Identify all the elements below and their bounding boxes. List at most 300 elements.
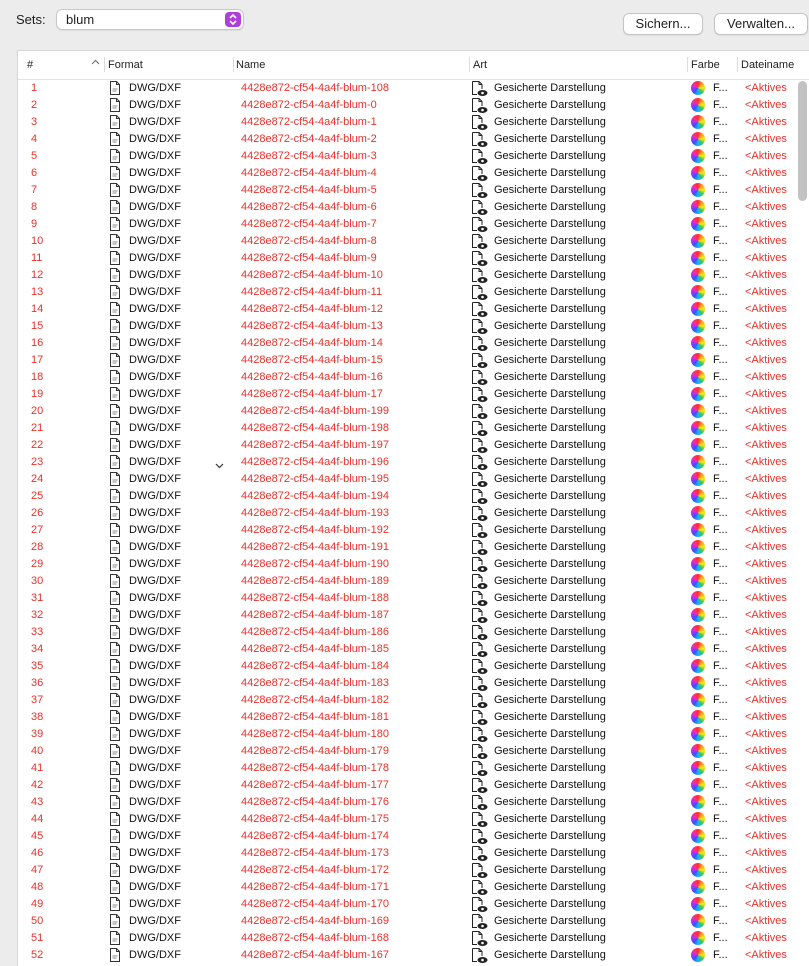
row-color-text: F... — [713, 371, 728, 383]
column-header-datei[interactable]: Dateiname — [741, 59, 795, 71]
column-header-num[interactable]: # — [27, 59, 34, 71]
row-color-text: F... — [713, 660, 728, 672]
color-wheel-icon[interactable] — [691, 863, 705, 877]
row-color-text: F... — [713, 524, 728, 536]
row-color-text: F... — [713, 881, 728, 893]
row-color-text: F... — [713, 609, 728, 621]
table-row[interactable] — [18, 369, 809, 386]
table-row[interactable] — [18, 777, 809, 794]
row-format: DWG/DXF — [129, 150, 181, 162]
table-row[interactable] — [18, 845, 809, 862]
color-wheel-icon[interactable] — [691, 438, 705, 452]
row-art: Gesicherte Darstellung — [494, 626, 606, 638]
column-divider[interactable] — [687, 57, 688, 72]
row-name: 4428e872-cf54-4a4f-blum-16 — [241, 371, 383, 383]
row-format: DWG/DXF — [129, 932, 181, 944]
table-row[interactable] — [18, 539, 809, 556]
color-wheel-icon[interactable] — [691, 387, 705, 401]
row-color-text: F... — [713, 558, 728, 570]
row-number: 25 — [31, 490, 44, 502]
sets-select[interactable] — [56, 9, 244, 30]
row-art: Gesicherte Darstellung — [494, 524, 606, 536]
row-filename: <Aktives — [745, 694, 787, 706]
row-art: Gesicherte Darstellung — [494, 677, 606, 689]
table-row[interactable] — [18, 709, 809, 726]
row-filename: <Aktives — [745, 881, 787, 893]
row-art: Gesicherte Darstellung — [494, 388, 606, 400]
table-row[interactable] — [18, 233, 809, 250]
color-wheel-icon[interactable] — [691, 608, 705, 622]
color-wheel-icon[interactable] — [691, 183, 705, 197]
table-row[interactable] — [18, 556, 809, 573]
color-wheel-icon[interactable] — [691, 149, 705, 163]
table-row[interactable] — [18, 896, 809, 913]
color-wheel-icon[interactable] — [691, 523, 705, 537]
save-button[interactable]: Sichern... — [623, 13, 703, 35]
table-row[interactable] — [18, 624, 809, 641]
color-wheel-icon[interactable] — [691, 557, 705, 571]
row-art: Gesicherte Darstellung — [494, 745, 606, 757]
table-row[interactable] — [18, 250, 809, 267]
row-filename: <Aktives — [745, 592, 787, 604]
table-row[interactable] — [18, 114, 809, 131]
table-row[interactable] — [18, 97, 809, 114]
row-number: 2 — [31, 99, 38, 111]
table-row[interactable] — [18, 590, 809, 607]
row-number: 29 — [31, 558, 44, 570]
row-art: Gesicherte Darstellung — [494, 354, 606, 366]
color-wheel-icon[interactable] — [691, 727, 705, 741]
row-filename: <Aktives — [745, 677, 787, 689]
row-number: 5 — [31, 150, 38, 162]
table-row[interactable] — [18, 794, 809, 811]
color-wheel-icon[interactable] — [691, 914, 705, 928]
row-color-text: F... — [713, 405, 728, 417]
table-row[interactable] — [18, 335, 809, 352]
row-name: 4428e872-cf54-4a4f-blum-172 — [241, 864, 389, 876]
items-table — [17, 50, 809, 966]
table-row[interactable] — [18, 641, 809, 658]
row-format: DWG/DXF — [129, 643, 181, 655]
row-filename: <Aktives — [745, 558, 787, 570]
row-number: 7 — [31, 184, 38, 196]
table-row[interactable] — [18, 216, 809, 233]
column-header-format[interactable]: Format — [108, 59, 143, 71]
row-filename: <Aktives — [745, 456, 787, 468]
color-wheel-icon[interactable] — [691, 812, 705, 826]
table-row[interactable] — [18, 743, 809, 760]
table-row[interactable] — [18, 692, 809, 709]
row-name: 4428e872-cf54-4a4f-blum-196 — [241, 456, 389, 468]
row-art: Gesicherte Darstellung — [494, 728, 606, 740]
row-number: 12 — [31, 269, 44, 281]
row-filename: <Aktives — [745, 269, 787, 281]
row-format: DWG/DXF — [129, 762, 181, 774]
row-filename: <Aktives — [745, 796, 787, 808]
row-number: 36 — [31, 677, 44, 689]
row-number: 48 — [31, 881, 44, 893]
color-wheel-icon[interactable] — [691, 795, 705, 809]
row-format: DWG/DXF — [129, 235, 181, 247]
color-wheel-icon[interactable] — [691, 846, 705, 860]
table-row[interactable] — [18, 267, 809, 284]
table-row[interactable] — [18, 420, 809, 437]
row-art: Gesicherte Darstellung — [494, 337, 606, 349]
row-format: DWG/DXF — [129, 252, 181, 264]
row-name: 4428e872-cf54-4a4f-blum-193 — [241, 507, 389, 519]
row-art: Gesicherte Darstellung — [494, 779, 606, 791]
table-row[interactable] — [18, 471, 809, 488]
table-row[interactable] — [18, 148, 809, 165]
color-wheel-icon[interactable] — [691, 319, 705, 333]
column-divider[interactable] — [469, 57, 470, 72]
row-color-text: F... — [713, 541, 728, 553]
row-number: 32 — [31, 609, 44, 621]
row-filename: <Aktives — [745, 405, 787, 417]
column-divider[interactable] — [737, 57, 738, 72]
column-header-farbe[interactable]: Farbe — [691, 59, 720, 71]
color-wheel-icon[interactable] — [691, 778, 705, 792]
row-name: 4428e872-cf54-4a4f-blum-1 — [241, 116, 377, 128]
row-format: DWG/DXF — [129, 269, 181, 281]
row-art: Gesicherte Darstellung — [494, 898, 606, 910]
row-number: 11 — [31, 252, 43, 264]
color-wheel-icon[interactable] — [691, 710, 705, 724]
table-row[interactable] — [18, 488, 809, 505]
color-wheel-icon[interactable] — [691, 931, 705, 945]
color-wheel-icon[interactable] — [691, 115, 705, 129]
row-format: DWG/DXF — [129, 490, 181, 502]
row-filename: <Aktives — [745, 201, 787, 213]
row-number: 47 — [31, 864, 44, 876]
table-row[interactable] — [18, 828, 809, 845]
row-filename: <Aktives — [745, 660, 787, 672]
table-row[interactable] — [18, 811, 809, 828]
row-color-text: F... — [713, 337, 728, 349]
row-format: DWG/DXF — [129, 830, 181, 842]
row-art: Gesicherte Darstellung — [494, 456, 606, 468]
table-row[interactable] — [18, 573, 809, 590]
row-number: 18 — [31, 371, 44, 383]
row-number: 3 — [31, 116, 38, 128]
row-filename: <Aktives — [745, 762, 787, 774]
manage-button[interactable]: Verwalten... — [714, 13, 808, 35]
table-row[interactable] — [18, 454, 809, 471]
color-wheel-icon[interactable] — [691, 98, 705, 112]
row-color-text: F... — [713, 150, 728, 162]
row-number: 44 — [31, 813, 44, 825]
row-format: DWG/DXF — [129, 592, 181, 604]
row-format: DWG/DXF — [129, 439, 181, 451]
color-wheel-icon[interactable] — [691, 132, 705, 146]
row-name: 4428e872-cf54-4a4f-blum-180 — [241, 728, 389, 740]
row-art: Gesicherte Darstellung — [494, 847, 606, 859]
color-wheel-icon[interactable] — [691, 81, 705, 95]
row-number: 38 — [31, 711, 44, 723]
row-color-text: F... — [713, 490, 728, 502]
row-art: Gesicherte Darstellung — [494, 473, 606, 485]
row-format: DWG/DXF — [129, 388, 181, 400]
row-format: DWG/DXF — [129, 371, 181, 383]
row-name: 4428e872-cf54-4a4f-blum-14 — [241, 337, 383, 349]
row-color-text: F... — [713, 575, 728, 587]
column-header-art[interactable]: Art — [473, 59, 488, 71]
sets-label: Sets: — [16, 12, 46, 27]
row-art: Gesicherte Darstellung — [494, 932, 606, 944]
row-number: 34 — [31, 643, 44, 655]
row-color-text: F... — [713, 813, 728, 825]
row-filename: <Aktives — [745, 524, 787, 536]
row-art: Gesicherte Darstellung — [494, 116, 606, 128]
color-wheel-icon[interactable] — [691, 200, 705, 214]
row-art: Gesicherte Darstellung — [494, 99, 606, 111]
color-wheel-icon[interactable] — [691, 489, 705, 503]
row-filename: <Aktives — [745, 728, 787, 740]
row-name: 4428e872-cf54-4a4f-blum-177 — [241, 779, 389, 791]
table-row[interactable] — [18, 760, 809, 777]
table-row[interactable] — [18, 522, 809, 539]
color-wheel-icon[interactable] — [691, 574, 705, 588]
row-art: Gesicherte Darstellung — [494, 660, 606, 672]
row-name: 4428e872-cf54-4a4f-blum-0 — [241, 99, 377, 111]
color-wheel-icon[interactable] — [691, 880, 705, 894]
row-filename: <Aktives — [745, 830, 787, 842]
row-filename: <Aktives — [745, 779, 787, 791]
row-color-text: F... — [713, 252, 728, 264]
table-row[interactable] — [18, 930, 809, 947]
row-art: Gesicherte Darstellung — [494, 694, 606, 706]
color-wheel-icon[interactable] — [691, 404, 705, 418]
color-wheel-icon[interactable] — [691, 285, 705, 299]
document-icon — [109, 947, 121, 966]
row-name: 4428e872-cf54-4a4f-blum-170 — [241, 898, 389, 910]
row-art: Gesicherte Darstellung — [494, 490, 606, 502]
row-name: 4428e872-cf54-4a4f-blum-197 — [241, 439, 389, 451]
row-filename: <Aktives — [745, 99, 787, 111]
row-number: 40 — [31, 745, 44, 757]
color-wheel-icon[interactable] — [691, 506, 705, 520]
row-number: 4 — [31, 133, 38, 145]
row-filename: <Aktives — [745, 235, 787, 247]
row-format: DWG/DXF — [129, 660, 181, 672]
color-wheel-icon[interactable] — [691, 591, 705, 605]
row-filename: <Aktives — [745, 915, 787, 927]
table-row[interactable] — [18, 318, 809, 335]
row-format: DWG/DXF — [129, 541, 181, 553]
color-wheel-icon[interactable] — [691, 744, 705, 758]
row-format: DWG/DXF — [129, 575, 181, 587]
row-format: DWG/DXF — [129, 218, 181, 230]
row-format: DWG/DXF — [129, 405, 181, 417]
row-number: 14 — [31, 303, 44, 315]
table-row[interactable] — [18, 284, 809, 301]
table-row[interactable] — [18, 726, 809, 743]
table-row[interactable] — [18, 913, 809, 930]
row-format: DWG/DXF — [129, 881, 181, 893]
row-number: 15 — [31, 320, 44, 332]
row-format: DWG/DXF — [129, 422, 181, 434]
row-number: 37 — [31, 694, 44, 706]
row-format: DWG/DXF — [129, 694, 181, 706]
color-wheel-icon[interactable] — [691, 897, 705, 911]
table-row[interactable] — [18, 131, 809, 148]
row-color-text: F... — [713, 133, 728, 145]
row-number: 9 — [31, 218, 38, 230]
color-wheel-icon[interactable] — [691, 336, 705, 350]
row-format: DWG/DXF — [129, 728, 181, 740]
color-wheel-icon[interactable] — [691, 234, 705, 248]
row-art: Gesicherte Darstellung — [494, 82, 606, 94]
color-wheel-icon[interactable] — [691, 761, 705, 775]
row-filename: <Aktives — [745, 184, 787, 196]
row-name: 4428e872-cf54-4a4f-blum-9 — [241, 252, 377, 264]
row-color-text: F... — [713, 915, 728, 927]
table-row[interactable] — [18, 947, 809, 964]
row-color-text: F... — [713, 932, 728, 944]
row-name: 4428e872-cf54-4a4f-blum-191 — [241, 541, 389, 553]
row-art: Gesicherte Darstellung — [494, 422, 606, 434]
row-name: 4428e872-cf54-4a4f-blum-173 — [241, 847, 389, 859]
row-name: 4428e872-cf54-4a4f-blum-189 — [241, 575, 389, 587]
row-color-text: F... — [713, 354, 728, 366]
row-name: 4428e872-cf54-4a4f-blum-194 — [241, 490, 389, 502]
row-color-text: F... — [713, 762, 728, 774]
row-number: 51 — [31, 932, 44, 944]
row-number: 8 — [31, 201, 38, 213]
chevron-up-icon[interactable] — [91, 58, 100, 70]
color-wheel-icon[interactable] — [691, 302, 705, 316]
color-wheel-icon[interactable] — [691, 625, 705, 639]
row-filename: <Aktives — [745, 898, 787, 910]
row-color-text: F... — [713, 99, 728, 111]
row-art: Gesicherte Darstellung — [494, 303, 606, 315]
row-color-text: F... — [713, 235, 728, 247]
row-number: 43 — [31, 796, 44, 808]
row-art: Gesicherte Darstellung — [494, 371, 606, 383]
row-color-text: F... — [713, 830, 728, 842]
color-wheel-icon[interactable] — [691, 642, 705, 656]
row-name: 4428e872-cf54-4a4f-blum-184 — [241, 660, 389, 672]
row-name: 4428e872-cf54-4a4f-blum-186 — [241, 626, 389, 638]
color-wheel-icon[interactable] — [691, 353, 705, 367]
row-color-text: F... — [713, 898, 728, 910]
color-wheel-icon[interactable] — [691, 217, 705, 231]
color-wheel-icon[interactable] — [691, 251, 705, 265]
row-number: 39 — [31, 728, 44, 740]
color-wheel-icon[interactable] — [691, 829, 705, 843]
color-wheel-icon[interactable] — [691, 370, 705, 384]
table-row[interactable] — [18, 505, 809, 522]
row-number: 17 — [31, 354, 44, 366]
color-wheel-icon[interactable] — [691, 676, 705, 690]
row-format: DWG/DXF — [129, 303, 181, 315]
row-format: DWG/DXF — [129, 558, 181, 570]
table-row[interactable] — [18, 607, 809, 624]
color-wheel-icon[interactable] — [691, 268, 705, 282]
row-number: 1 — [31, 82, 38, 94]
color-wheel-icon[interactable] — [691, 948, 705, 962]
table-row[interactable] — [18, 879, 809, 896]
row-filename: <Aktives — [745, 116, 787, 128]
row-number: 41 — [31, 762, 44, 774]
column-divider[interactable] — [104, 57, 105, 72]
row-art: Gesicherte Darstellung — [494, 558, 606, 570]
table-row[interactable] — [18, 862, 809, 879]
row-name: 4428e872-cf54-4a4f-blum-181 — [241, 711, 389, 723]
color-wheel-icon[interactable] — [691, 540, 705, 554]
row-filename: <Aktives — [745, 320, 787, 332]
table-row[interactable] — [18, 437, 809, 454]
row-name: 4428e872-cf54-4a4f-blum-195 — [241, 473, 389, 485]
row-art: Gesicherte Darstellung — [494, 269, 606, 281]
row-number: 20 — [31, 405, 44, 417]
row-art: Gesicherte Darstellung — [494, 711, 606, 723]
row-format: DWG/DXF — [129, 507, 181, 519]
row-format: DWG/DXF — [129, 609, 181, 621]
row-filename: <Aktives — [745, 490, 787, 502]
row-format: DWG/DXF — [129, 524, 181, 536]
column-header-name[interactable]: Name — [236, 59, 266, 71]
row-name: 4428e872-cf54-4a4f-blum-168 — [241, 932, 389, 944]
row-art: Gesicherte Darstellung — [494, 881, 606, 893]
table-row[interactable] — [18, 165, 809, 182]
color-wheel-icon[interactable] — [691, 455, 705, 469]
table-row[interactable] — [18, 352, 809, 369]
color-wheel-icon[interactable] — [691, 472, 705, 486]
row-color-text: F... — [713, 116, 728, 128]
row-name: 4428e872-cf54-4a4f-blum-108 — [241, 82, 389, 94]
table-row[interactable] — [18, 658, 809, 675]
row-format: DWG/DXF — [129, 626, 181, 638]
row-name: 4428e872-cf54-4a4f-blum-5 — [241, 184, 377, 196]
row-number: 31 — [31, 592, 44, 604]
color-wheel-icon[interactable] — [691, 421, 705, 435]
row-color-text: F... — [713, 507, 728, 519]
color-wheel-icon[interactable] — [691, 166, 705, 180]
row-art: Gesicherte Darstellung — [494, 762, 606, 774]
row-filename: <Aktives — [745, 932, 787, 944]
table-row[interactable] — [18, 675, 809, 692]
row-number: 16 — [31, 337, 44, 349]
column-divider[interactable] — [233, 57, 234, 72]
row-filename: <Aktives — [745, 575, 787, 587]
row-number: 52 — [31, 949, 44, 961]
color-wheel-icon[interactable] — [691, 693, 705, 707]
table-row[interactable] — [18, 386, 809, 403]
row-filename: <Aktives — [745, 388, 787, 400]
row-format: DWG/DXF — [129, 82, 181, 94]
row-name: 4428e872-cf54-4a4f-blum-6 — [241, 201, 377, 213]
table-row[interactable] — [18, 301, 809, 318]
row-color-text: F... — [713, 626, 728, 638]
row-name: 4428e872-cf54-4a4f-blum-7 — [241, 218, 377, 230]
row-name: 4428e872-cf54-4a4f-blum-179 — [241, 745, 389, 757]
row-name: 4428e872-cf54-4a4f-blum-199 — [241, 405, 389, 417]
row-number: 42 — [31, 779, 44, 791]
row-color-text: F... — [713, 303, 728, 315]
vertical-scrollbar[interactable] — [798, 81, 807, 201]
row-color-text: F... — [713, 847, 728, 859]
table-row[interactable] — [18, 403, 809, 420]
table-row[interactable] — [18, 80, 809, 97]
row-name: 4428e872-cf54-4a4f-blum-15 — [241, 354, 383, 366]
table-row[interactable] — [18, 182, 809, 199]
row-filename: <Aktives — [745, 82, 787, 94]
row-art: Gesicherte Darstellung — [494, 252, 606, 264]
row-art: Gesicherte Darstellung — [494, 150, 606, 162]
table-row[interactable] — [18, 199, 809, 216]
color-wheel-icon[interactable] — [691, 659, 705, 673]
